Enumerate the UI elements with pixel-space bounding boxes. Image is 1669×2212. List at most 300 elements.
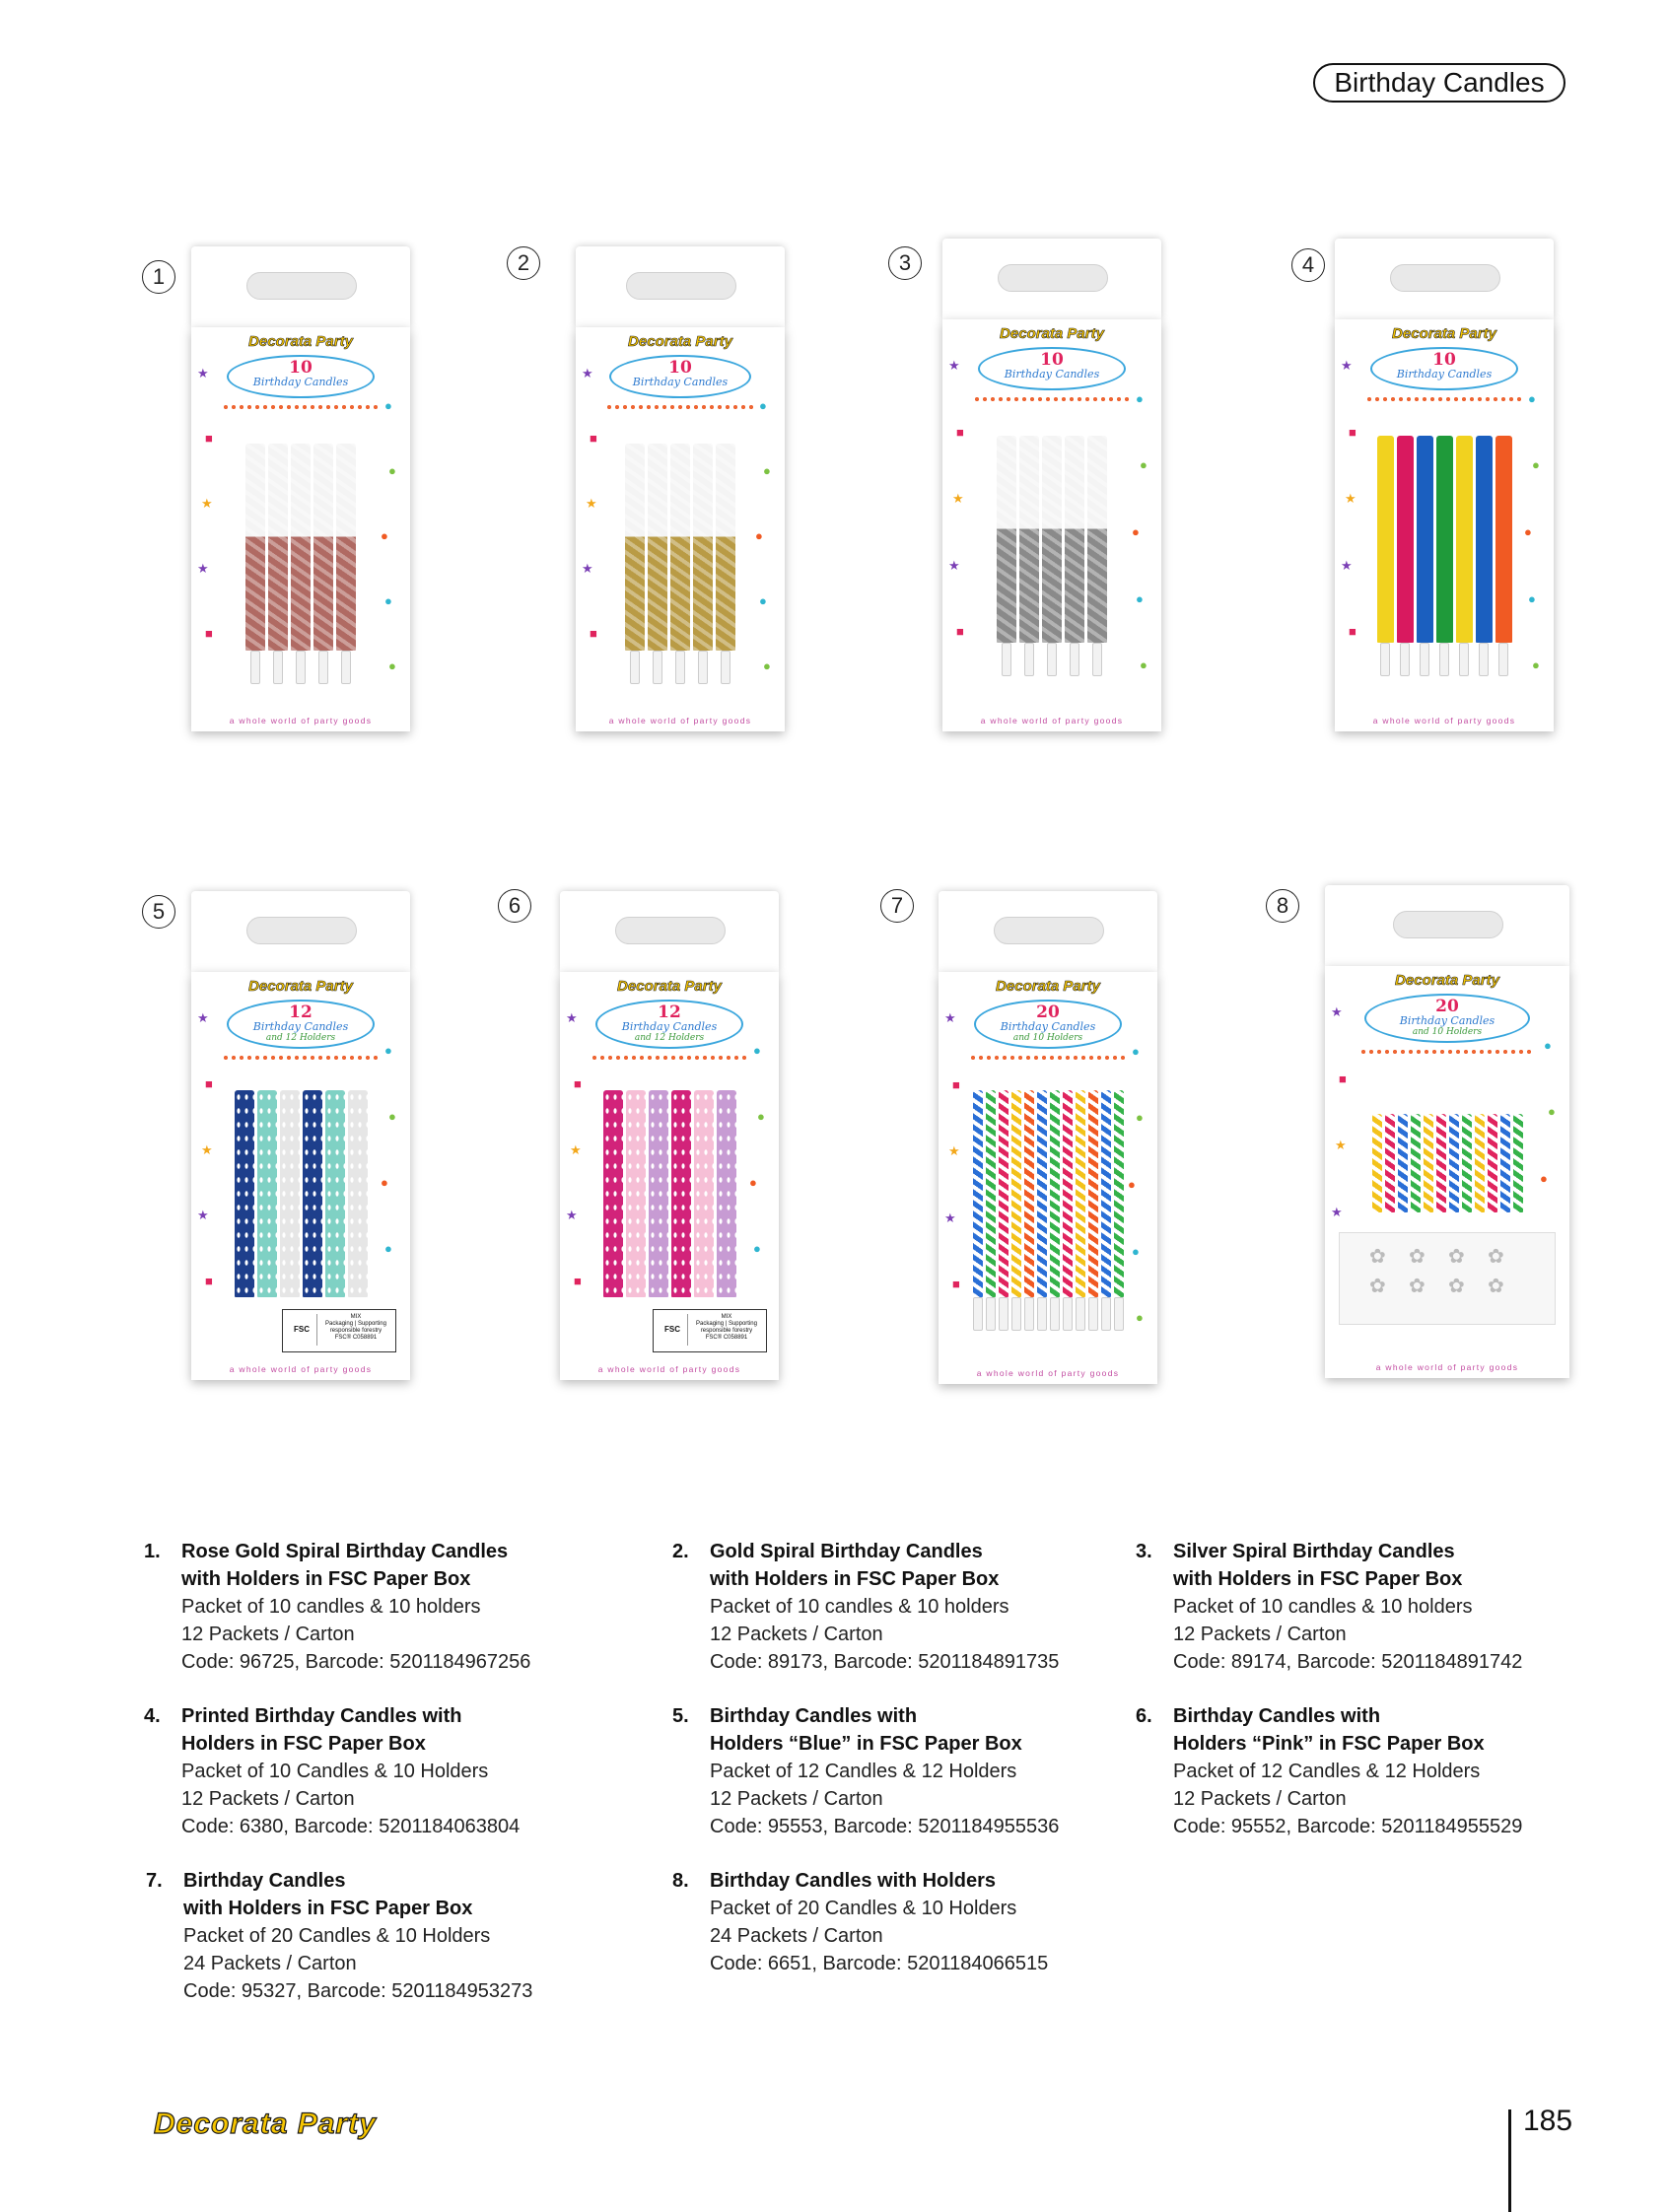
confetti-dot: ★ xyxy=(1345,491,1356,507)
candle xyxy=(1024,1090,1034,1297)
candle xyxy=(1042,436,1062,643)
confetti-dot: ★ xyxy=(566,1208,578,1223)
hanger-hole xyxy=(626,272,736,300)
candle xyxy=(693,444,713,651)
confetti-dot: ● xyxy=(384,1240,392,1256)
candle-holder xyxy=(1114,1297,1124,1331)
product-title: Birthday Candles with xyxy=(1173,1705,1381,1727)
fsc-line1: Packaging | Supporting xyxy=(325,1321,386,1327)
pack-tagline: a whole world of party goods xyxy=(1372,716,1516,726)
pack-hanger xyxy=(942,239,1161,319)
pack-hanger xyxy=(191,246,410,327)
candle-holder xyxy=(250,651,260,684)
confetti-dot: ★ xyxy=(570,1141,582,1157)
item-number-8: 8 xyxy=(1266,889,1299,923)
product-code-barcode: Code: 89173, Barcode: 5201184891735 xyxy=(710,1651,1060,1673)
product-title-line2: with Holders in FSC Paper Box xyxy=(710,1568,1000,1590)
candle xyxy=(303,1090,322,1297)
candle-row xyxy=(1335,436,1554,643)
candle xyxy=(1372,1114,1382,1212)
confetti-dot: ● xyxy=(384,398,392,413)
item-number-1: 1 xyxy=(142,260,175,294)
pack-card xyxy=(576,327,785,731)
confetti-dot: ★ xyxy=(944,1010,956,1025)
candle xyxy=(1011,1090,1021,1297)
pack-candle-label: Birthday Candles xyxy=(632,376,729,388)
candle-holder xyxy=(1459,643,1469,676)
pack-card xyxy=(942,319,1161,731)
product-description xyxy=(672,1867,1049,1977)
pack-card xyxy=(939,972,1157,1384)
candle-holder xyxy=(1380,643,1390,676)
fsc-line1: Packaging | Supporting xyxy=(696,1321,757,1327)
candle-holder xyxy=(318,651,328,684)
fsc-mix: MIX xyxy=(350,1314,362,1320)
fsc-code: FSC® C058891 xyxy=(334,1335,378,1341)
pack-brand-logo: Decorata Party xyxy=(996,978,1100,995)
confetti-dot: ■ xyxy=(205,626,213,641)
candle-holder xyxy=(675,651,685,684)
confetti-dot: ★ xyxy=(197,561,209,576)
product-carton-quantity: 24 Packets / Carton xyxy=(183,1953,357,1974)
confetti-dot: ● xyxy=(388,463,396,478)
item-number-4: 4 xyxy=(1291,248,1325,282)
candle-holder xyxy=(1024,1297,1034,1331)
candle-holder xyxy=(1400,643,1410,676)
candle xyxy=(1065,436,1084,643)
confetti-dot: ● xyxy=(1532,457,1540,473)
candle xyxy=(1424,1114,1433,1212)
candle xyxy=(671,1090,691,1297)
candle-holder xyxy=(1076,1297,1085,1331)
item-number-7: 7 xyxy=(880,889,914,923)
confetti-dot: ● xyxy=(759,398,767,413)
candle-holder-icon: ✿ xyxy=(1488,1276,1504,1297)
confetti-dot: ★ xyxy=(197,366,209,380)
candle xyxy=(1101,1090,1111,1297)
pack-brand-logo: Decorata Party xyxy=(1395,972,1499,989)
pack-holders-label: and 10 Holders xyxy=(1412,1027,1483,1037)
hanger-hole xyxy=(994,917,1104,944)
pack-dot-row xyxy=(591,1055,748,1061)
product-number: 4. xyxy=(144,1705,161,1727)
product-description xyxy=(672,1538,1060,1676)
item-number-5: 5 xyxy=(142,895,175,929)
candle-holder xyxy=(1479,643,1489,676)
candle-pack-5 xyxy=(191,891,410,1380)
candle-holder xyxy=(273,651,283,684)
confetti-dot: ● xyxy=(1524,524,1532,539)
pack-brand-logo: Decorata Party xyxy=(617,978,722,995)
confetti-dot: ■ xyxy=(574,1274,582,1289)
hanger-hole xyxy=(615,917,726,944)
page-number: 185 xyxy=(1523,2105,1573,2137)
confetti-dot: ★ xyxy=(582,561,593,576)
confetti-dot: ■ xyxy=(205,1075,213,1091)
confetti-dot: ● xyxy=(1136,1310,1144,1326)
candle xyxy=(1476,436,1493,643)
confetti-dot: ● xyxy=(1128,1177,1136,1192)
confetti-dot: ● xyxy=(1136,1110,1144,1126)
pack-label-oval xyxy=(1370,347,1519,390)
product-pack-contents: Packet of 10 candles & 10 holders xyxy=(181,1596,481,1618)
product-code-barcode: Code: 95552, Barcode: 5201184955529 xyxy=(1173,1816,1523,1837)
product-carton-quantity: 12 Packets / Carton xyxy=(710,1624,883,1645)
candle xyxy=(1417,436,1433,643)
product-description xyxy=(1136,1538,1523,1676)
candle xyxy=(1377,436,1394,643)
confetti-dot: ■ xyxy=(205,431,213,446)
pack-candle-label: Birthday Candles xyxy=(1004,368,1100,380)
product-carton-quantity: 12 Packets / Carton xyxy=(1173,1788,1347,1810)
product-pack-contents: Packet of 10 candles & 10 holders xyxy=(710,1596,1009,1618)
confetti-dot: ● xyxy=(1548,1104,1556,1120)
candle-row xyxy=(939,1090,1157,1297)
candle-holder xyxy=(999,1297,1008,1331)
confetti-dot: ■ xyxy=(1349,624,1356,640)
candle xyxy=(1019,436,1039,643)
product-title-line2: with Holders in FSC Paper Box xyxy=(181,1568,471,1590)
pack-dot-row xyxy=(973,396,1131,402)
product-title: Gold Spiral Birthday Candles xyxy=(710,1541,983,1562)
pack-candle-count: 10 xyxy=(668,358,692,378)
product-code-barcode: Code: 95327, Barcode: 5201184953273 xyxy=(183,1980,533,2002)
candle-row xyxy=(191,444,410,651)
pack-dot-row xyxy=(222,404,380,410)
confetti-dot: ● xyxy=(763,658,771,673)
confetti-dot: ★ xyxy=(586,496,597,511)
confetti-dot: ★ xyxy=(1335,1138,1347,1153)
confetti-dot: ● xyxy=(763,463,771,478)
product-title: Printed Birthday Candles with xyxy=(181,1705,462,1727)
pack-candle-label: Birthday Candles xyxy=(1396,368,1493,380)
product-code-barcode: Code: 96725, Barcode: 5201184967256 xyxy=(181,1651,531,1673)
product-carton-quantity: 12 Packets / Carton xyxy=(181,1624,355,1645)
candle xyxy=(1397,436,1414,643)
confetti-dot: ★ xyxy=(197,1208,209,1223)
confetti-dot: ● xyxy=(1132,1243,1140,1259)
candle xyxy=(1087,436,1107,643)
pack-candle-count: 20 xyxy=(1435,997,1459,1016)
confetti-dot: ★ xyxy=(1331,1004,1343,1019)
candle xyxy=(1088,1090,1098,1297)
candle-row xyxy=(1325,1114,1569,1212)
candle xyxy=(716,444,735,651)
candle-holder xyxy=(1002,643,1011,676)
candle-holder xyxy=(698,651,708,684)
product-title: Silver Spiral Birthday Candles xyxy=(1173,1541,1455,1562)
confetti-dot: ● xyxy=(753,1240,761,1256)
pack-hanger xyxy=(1335,239,1554,319)
product-code-barcode: Code: 6380, Barcode: 5201184063804 xyxy=(181,1816,521,1837)
confetti-dot: ● xyxy=(1140,657,1147,673)
candle-holder-icon: ✿ xyxy=(1409,1246,1426,1268)
candle-pack-4 xyxy=(1335,239,1554,731)
pack-candle-label: Birthday Candles xyxy=(252,1020,349,1033)
pack-tagline: a whole world of party goods xyxy=(229,716,373,726)
product-pack-contents: Packet of 20 Candles & 10 Holders xyxy=(183,1925,491,1947)
fsc-label xyxy=(653,1309,767,1352)
product-number: 6. xyxy=(1136,1705,1152,1727)
candle-holder-icon: ✿ xyxy=(1448,1276,1465,1297)
candle-pack-8 xyxy=(1325,885,1569,1378)
candle-holder-icon: ✿ xyxy=(1409,1276,1426,1297)
candle xyxy=(325,1090,345,1297)
pack-label-oval xyxy=(609,355,751,398)
pack-label-oval xyxy=(974,1000,1123,1049)
candle-holder xyxy=(973,1297,983,1331)
candle xyxy=(1063,1090,1073,1297)
candle xyxy=(348,1090,368,1297)
confetti-dot: ■ xyxy=(952,1076,960,1092)
confetti-dot: ● xyxy=(755,528,763,543)
pack-brand-logo: Decorata Party xyxy=(1000,325,1104,342)
fsc-text xyxy=(691,1314,762,1342)
product-title-line2: Holders “Blue” in FSC Paper Box xyxy=(710,1733,1022,1755)
product-title-line2: Holders “Pink” in FSC Paper Box xyxy=(1173,1733,1485,1755)
candle xyxy=(1456,436,1473,643)
fsc-line2: responsible forestry xyxy=(329,1328,382,1334)
pack-candle-label: Birthday Candles xyxy=(1399,1014,1495,1027)
product-description xyxy=(1136,1702,1523,1840)
product-pack-contents: Packet of 10 Candles & 10 Holders xyxy=(181,1761,489,1782)
product-pack-contents: Packet of 20 Candles & 10 Holders xyxy=(710,1898,1017,1919)
pack-tagline: a whole world of party goods xyxy=(229,1364,373,1374)
candle xyxy=(694,1090,714,1297)
product-carton-quantity: 24 Packets / Carton xyxy=(710,1925,883,1947)
confetti-dot: ● xyxy=(1528,390,1536,406)
candle-holder xyxy=(341,651,351,684)
confetti-dot: ★ xyxy=(582,366,593,380)
pack-dot-row xyxy=(605,404,756,410)
confetti-dot: ● xyxy=(1132,1043,1140,1059)
candle-pack-7 xyxy=(939,891,1157,1384)
confetti-dot: ■ xyxy=(590,626,597,641)
candle xyxy=(1495,436,1512,643)
candle-holder-icon: ✿ xyxy=(1448,1246,1465,1268)
candle-holder xyxy=(1439,643,1449,676)
candle-holder xyxy=(630,651,640,684)
confetti-dot: ● xyxy=(1544,1037,1552,1053)
product-pack-contents: Packet of 10 candles & 10 holders xyxy=(1173,1596,1473,1618)
confetti-dot: ● xyxy=(1140,457,1147,473)
brand-logo: Decorata Party xyxy=(154,2108,377,2140)
confetti-dot: ● xyxy=(384,1043,392,1059)
pack-label-oval xyxy=(978,347,1127,390)
fsc-label xyxy=(282,1309,396,1352)
pack-dot-row xyxy=(969,1055,1127,1061)
confetti-dot: ● xyxy=(1132,524,1140,539)
pack-card xyxy=(1335,319,1554,731)
pack-candle-count: 10 xyxy=(1040,350,1064,370)
product-title: Birthday Candles with Holders xyxy=(710,1870,997,1892)
confetti-dot: ★ xyxy=(201,496,213,511)
candle xyxy=(1513,1114,1523,1212)
confetti-dot: ● xyxy=(1532,657,1540,673)
pack-candle-label: Birthday Candles xyxy=(621,1020,718,1033)
pack-tagline: a whole world of party goods xyxy=(1375,1362,1519,1372)
candle xyxy=(1385,1114,1395,1212)
pack-card xyxy=(560,972,779,1380)
confetti-dot: ■ xyxy=(956,624,964,640)
confetti-dot: ● xyxy=(1136,390,1144,406)
candle-holder-icon: ✿ xyxy=(1488,1246,1504,1268)
pack-tagline: a whole world of party goods xyxy=(976,1368,1120,1378)
product-description xyxy=(144,1702,521,1840)
candle-holder xyxy=(1050,1297,1060,1331)
pack-tagline: a whole world of party goods xyxy=(608,716,752,726)
pack-hanger xyxy=(576,246,785,327)
candle xyxy=(245,444,265,651)
confetti-dot: ★ xyxy=(566,1010,578,1025)
pack-hanger xyxy=(560,891,779,972)
hanger-hole xyxy=(1390,264,1500,292)
candle xyxy=(257,1090,277,1297)
pack-brand-logo: Decorata Party xyxy=(1392,325,1496,342)
confetti-dot: ★ xyxy=(1341,358,1353,373)
candle-holder-icon: ✿ xyxy=(1369,1246,1386,1268)
fsc-logo-icon: FSC xyxy=(658,1314,688,1346)
candle-row xyxy=(942,436,1161,643)
pack-card xyxy=(191,327,410,731)
pack-dot-row xyxy=(1359,1049,1536,1055)
pack-hanger xyxy=(1325,885,1569,966)
pack-label-oval xyxy=(227,355,376,398)
candle-holder xyxy=(986,1297,996,1331)
pack-candle-count: 20 xyxy=(1036,1002,1060,1022)
candle xyxy=(291,444,311,651)
product-number: 1. xyxy=(144,1541,161,1562)
candle-pack-2 xyxy=(576,246,785,731)
confetti-dot: ★ xyxy=(948,358,960,373)
candle xyxy=(999,1090,1008,1297)
candle xyxy=(336,444,356,651)
candle xyxy=(1500,1114,1510,1212)
pack-label-oval xyxy=(1364,994,1531,1043)
confetti-dot: ★ xyxy=(952,491,964,507)
pack-candle-label: Birthday Candles xyxy=(1000,1020,1096,1033)
candle xyxy=(235,1090,254,1297)
hanger-hole xyxy=(998,264,1108,292)
candle-holder xyxy=(721,651,730,684)
pack-card xyxy=(1325,966,1569,1378)
product-carton-quantity: 12 Packets / Carton xyxy=(710,1788,883,1810)
candle xyxy=(1411,1114,1421,1212)
pack-label-oval xyxy=(595,1000,744,1049)
confetti-dot: ■ xyxy=(590,431,597,446)
candle xyxy=(280,1090,300,1297)
confetti-dot: ★ xyxy=(197,1010,209,1025)
product-title-line2: with Holders in FSC Paper Box xyxy=(183,1898,473,1919)
candle xyxy=(1076,1090,1085,1297)
candle-pack-6 xyxy=(560,891,779,1380)
candle xyxy=(268,444,288,651)
item-number-3: 3 xyxy=(888,246,922,280)
product-description xyxy=(672,1702,1060,1840)
fsc-code: FSC® C058891 xyxy=(705,1335,748,1341)
product-title: Rose Gold Spiral Birthday Candles xyxy=(181,1541,509,1562)
confetti-dot: ● xyxy=(388,658,396,673)
pack-holders-label: and 10 Holders xyxy=(1012,1033,1083,1043)
pack-card xyxy=(191,972,410,1380)
candle xyxy=(997,436,1016,643)
candle xyxy=(648,444,667,651)
pack-label-oval xyxy=(227,1000,376,1049)
confetti-dot: ★ xyxy=(948,1143,960,1159)
item-number-2: 2 xyxy=(507,246,540,280)
candle-pack-3 xyxy=(942,239,1161,731)
confetti-dot: ★ xyxy=(1341,557,1353,573)
pack-candle-count: 10 xyxy=(289,358,313,378)
product-carton-quantity: 12 Packets / Carton xyxy=(181,1788,355,1810)
candle-holder xyxy=(1498,643,1508,676)
confetti-dot: ■ xyxy=(1339,1071,1347,1086)
candle xyxy=(649,1090,668,1297)
product-title-line2: with Holders in FSC Paper Box xyxy=(1173,1568,1463,1590)
candle-holder xyxy=(296,651,306,684)
pack-hanger xyxy=(191,891,410,972)
product-code-barcode: Code: 95553, Barcode: 5201184955536 xyxy=(710,1816,1060,1837)
section-title: Birthday Candles xyxy=(1313,63,1565,103)
candle xyxy=(670,444,690,651)
confetti-dot: ★ xyxy=(201,1141,213,1157)
candle-holder xyxy=(1092,643,1102,676)
pack-candle-label: Birthday Candles xyxy=(252,376,349,388)
fsc-mix: MIX xyxy=(721,1314,732,1320)
candle xyxy=(1488,1114,1497,1212)
candle xyxy=(603,1090,623,1297)
pack-hanger xyxy=(939,891,1157,972)
confetti-dot: ● xyxy=(757,1109,765,1125)
candle-holder xyxy=(1024,643,1034,676)
confetti-dot: ● xyxy=(388,1109,396,1125)
pack-candle-count: 10 xyxy=(1432,350,1456,370)
pack-holders-label: and 12 Holders xyxy=(265,1033,336,1043)
product-description xyxy=(144,1538,531,1676)
page-number-divider xyxy=(1508,2109,1511,2212)
pack-brand-logo: Decorata Party xyxy=(248,333,353,350)
hanger-hole xyxy=(246,917,357,944)
confetti-dot: ● xyxy=(381,1175,388,1190)
confetti-dot: ■ xyxy=(1349,424,1356,440)
product-pack-contents: Packet of 12 Candles & 12 Holders xyxy=(710,1761,1017,1782)
pack-candle-count: 12 xyxy=(289,1002,313,1022)
fsc-logo-icon: FSC xyxy=(287,1314,317,1346)
product-carton-quantity: 12 Packets / Carton xyxy=(1173,1624,1347,1645)
pack-tagline: a whole world of party goods xyxy=(597,1364,741,1374)
candle-holder xyxy=(1037,1297,1047,1331)
confetti-dot: ■ xyxy=(205,1274,213,1289)
candle-holder-icon: ✿ xyxy=(1369,1276,1386,1297)
product-title-line2: Holders in FSC Paper Box xyxy=(181,1733,426,1755)
product-number: 7. xyxy=(146,1870,163,1892)
product-title: Birthday Candles with xyxy=(710,1705,918,1727)
candle xyxy=(625,444,645,651)
pack-brand-logo: Decorata Party xyxy=(628,333,732,350)
candle-holder xyxy=(1063,1297,1073,1331)
pack-tagline: a whole world of party goods xyxy=(980,716,1124,726)
confetti-dot: ● xyxy=(384,593,392,608)
confetti-dot: ● xyxy=(1528,590,1536,606)
candle-holder xyxy=(1011,1297,1021,1331)
candle xyxy=(1436,1114,1446,1212)
confetti-dot: ● xyxy=(759,593,767,608)
fsc-line2: responsible forestry xyxy=(700,1328,753,1334)
confetti-dot: ● xyxy=(381,528,388,543)
product-description xyxy=(146,1867,533,2005)
candle xyxy=(1462,1114,1472,1212)
candle xyxy=(1398,1114,1408,1212)
